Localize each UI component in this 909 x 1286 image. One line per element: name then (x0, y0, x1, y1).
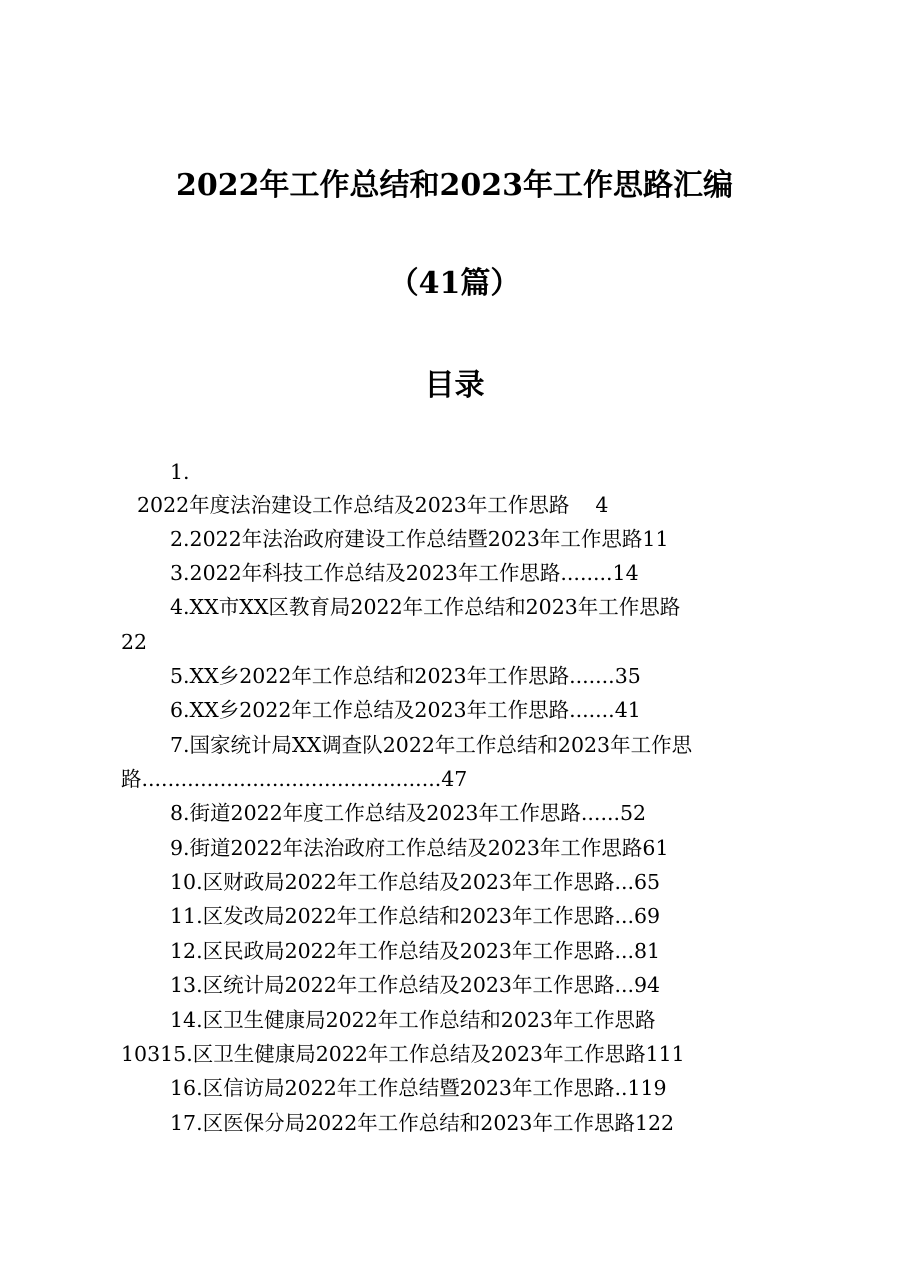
document-subtitle: （41篇） (388, 266, 521, 301)
toc-entry-16: 16.区信访局2022年工作总结暨2023年工作思路..119 (170, 1076, 667, 1100)
toc-entry-9: 9.街道2022年法治政府工作总结及2023年工作思路61 (170, 836, 669, 860)
toc-heading: 目录 (424, 368, 485, 403)
toc-entry-7-text: 7.国家统计局XX调查队2022年工作总结和2023年工作思 (170, 733, 693, 757)
toc-entry-14: 14.区卫生健康局2022年工作总结和2023年工作思路 (170, 1008, 656, 1032)
toc-entry-3: 3.2022年科技工作总结及2023年工作思路........14 (170, 561, 639, 585)
toc-entry-7-page: 路..............................................47 (121, 767, 468, 791)
toc-entry-12: 12.区民政局2022年工作总结及2023年工作思路...81 (170, 939, 661, 963)
toc-entry-5: 5.XX乡2022年工作总结和2023年工作思路.......35 (170, 664, 641, 688)
toc-entry-11: 11.区发改局2022年工作总结和2023年工作思路...69 (170, 904, 661, 928)
toc-entry-15: 10315.区卫生健康局2022年工作总结及2023年工作思路111 (121, 1042, 685, 1066)
toc-entry-2: 2.2022年法治政府建设工作总结暨2023年工作思路11 (170, 527, 669, 551)
toc-entry-6: 6.XX乡2022年工作总结及2023年工作思路.......41 (170, 698, 641, 722)
document-title: 2022年工作总结和2023年工作思路汇编 (176, 168, 733, 203)
toc-entry-4-text: 4.XX市XX区教育局2022年工作总结和2023年工作思路 (170, 595, 681, 619)
toc-entry-1-text: 2022年度法治建设工作总结及2023年工作思路 4 (137, 493, 609, 517)
toc-entry-8: 8.街道2022年度工作总结及2023年工作思路......52 (170, 801, 647, 825)
toc-entry-17: 17.区医保分局2022年工作总结和2023年工作思路122 (170, 1111, 675, 1135)
toc-entry-4-page: 22 (121, 630, 148, 654)
toc-entry-10: 10.区财政局2022年工作总结及2023年工作思路...65 (170, 870, 661, 894)
toc-entry-13: 13.区统计局2022年工作总结及2023年工作思路...94 (170, 973, 661, 997)
toc-entry-1-number: 1. (170, 460, 190, 484)
